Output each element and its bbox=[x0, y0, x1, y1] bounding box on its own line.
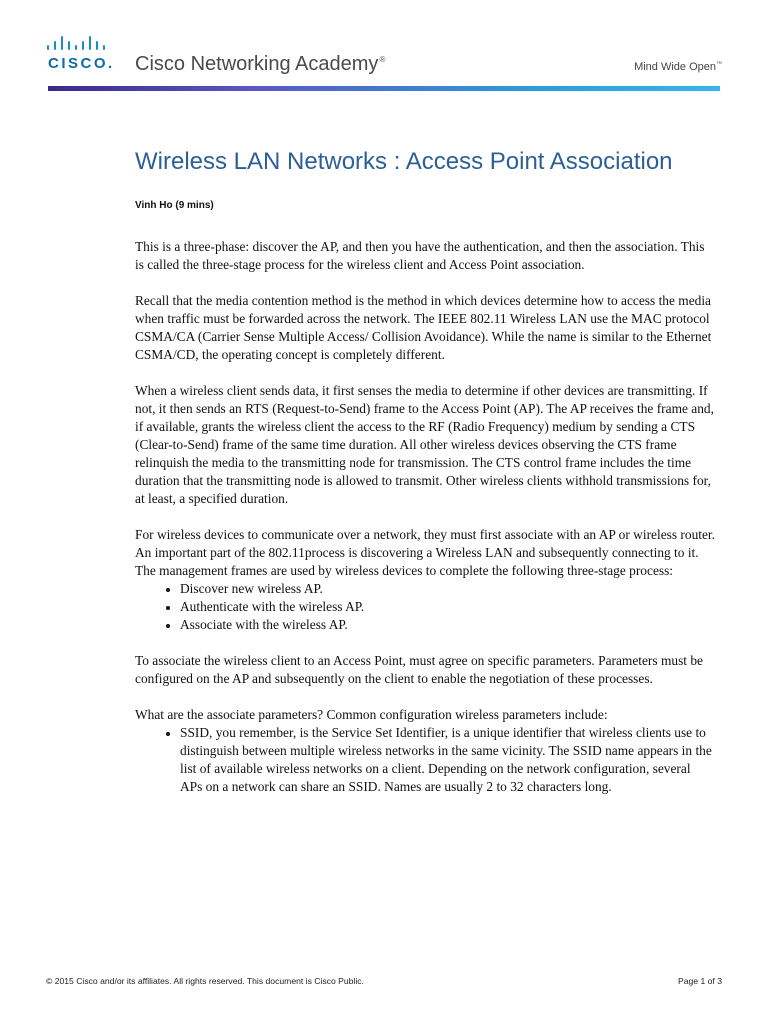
list-item: • Associate with the wireless AP. bbox=[180, 616, 715, 634]
footer-copyright: © 2015 Cisco and/or its affiliates. All rights reserved. This document is Cisco Public. bbox=[46, 976, 364, 986]
academy-name bbox=[135, 53, 385, 76]
list-item: • Discover new wireless AP. bbox=[180, 580, 715, 598]
list-item: • Authenticate with the wireless AP. bbox=[180, 598, 715, 616]
paragraph: To associate the wireless client to an Access Point, must agree on specific parameters. Parameters must be configured on the AP and subsequently on the client to enable the negotiation of these processes. bbox=[135, 653, 703, 686]
footer-page-number: Page 1 of 3 bbox=[678, 976, 722, 986]
list-item: • SSID, you remember, is the Service Set Identifier, is a unique identifier that wireless clients use to distinguish between multiple wireless networks in the same vicinity. The SSID name appears in the list of available wireless networks on a client. Depending on the network configuration, several APs on a network can share an SSID. Names are usually 2 to 32 characters long. bbox=[180, 724, 715, 796]
tagline-text: Mind Wide Open bbox=[634, 61, 716, 73]
header-divider bbox=[48, 86, 720, 91]
tagline bbox=[634, 61, 722, 73]
academy-name-text: Cisco Networking Academy bbox=[135, 53, 379, 75]
registered-mark: ® bbox=[379, 55, 386, 64]
cisco-logo-bars-icon bbox=[47, 36, 115, 50]
page-header bbox=[0, 0, 768, 92]
paragraph: Recall that the media contention method is the method in which devices determine how to access the media when traffic must be forwarded across the network. The IEEE 802.11 Wireless LAN use the MAC protocol CSMA/CA (Carrier Sense Multiple Access/ Collision Avoidance). While the name is similar to the Ethernet CSMA/CD, the operating concept is completely different. bbox=[135, 293, 712, 362]
paragraph: What are the associate parameters? Common configuration wireless parameters include: bbox=[135, 707, 608, 722]
document-author: Vinh Ho (9 mins) bbox=[135, 200, 214, 211]
stage-list bbox=[135, 580, 715, 634]
paragraph: For wireless devices to communicate over a network, they must first associate with an AP or wireless router. An important part of the 802.11process is discovering a Wireless LAN and subsequently connecting to it. The management frames are used by wireless devices to complete the following three-stage process: bbox=[135, 527, 715, 578]
document-body bbox=[135, 238, 715, 814]
trademark-mark: ™ bbox=[716, 61, 722, 68]
parameter-list bbox=[135, 724, 715, 796]
document-title: Wireless LAN Networks : Access Point Association bbox=[135, 148, 673, 175]
cisco-logo-word: CISCO. bbox=[48, 55, 115, 72]
paragraph: This is a three-phase: discover the AP, and then you have the authentication, and then the association. This is called the three-stage process for the wireless client and Access Point association. bbox=[135, 239, 705, 272]
paragraph: When a wireless client sends data, it first senses the media to determine if other devices are transmitting. If not, it then sends an RTS (Request-to-Send) frame to the Access Point (AP). The AP receives the frame and, if available, grants the wireless client the access to the RF (Radio Frequency) medium by sending a CTS (Clear-to-Send) frame of the same time duration. All other wireless devices observing the CTS frame relinquish the media to the transmitting node for transmission. The CTS control frame includes the time duration that the transmitting node is allowed to transmit. Other wireless clients withhold transmissions for, at least, a specified duration. bbox=[135, 383, 714, 506]
